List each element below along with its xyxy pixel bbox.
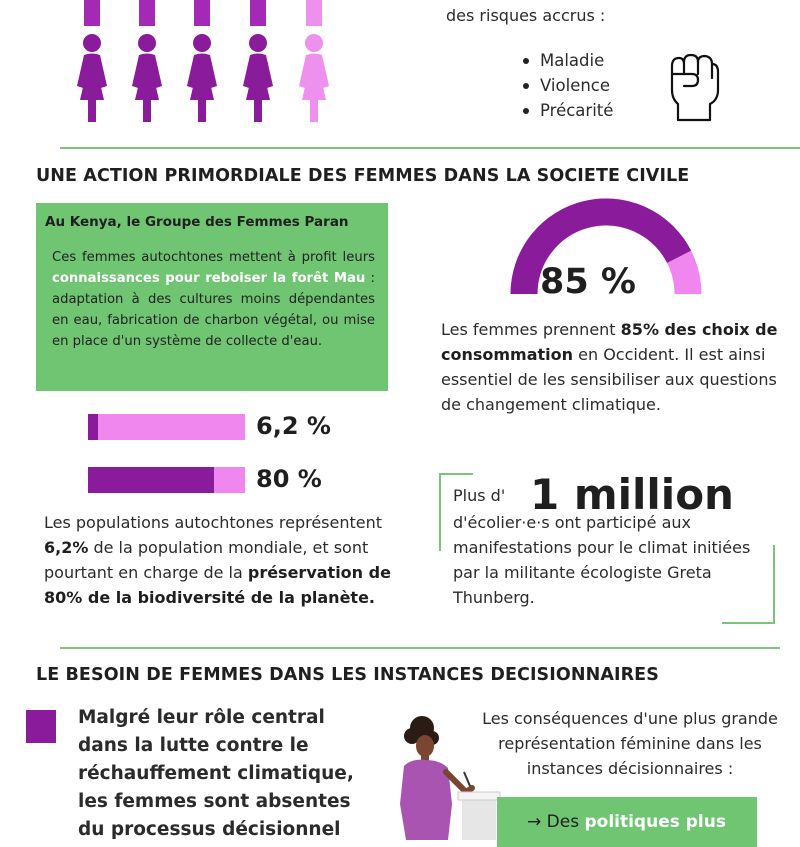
frame-corner xyxy=(439,473,473,475)
bar-fill-6-2 xyxy=(88,414,98,440)
bar-value-label: 80 % xyxy=(256,465,322,493)
list-item: Maladie xyxy=(520,48,613,73)
women-pictogram-grid xyxy=(70,0,360,125)
woman-icon xyxy=(77,34,107,122)
frame-corner xyxy=(722,622,775,624)
bar-value-label: 6,2 % xyxy=(256,412,331,440)
section-title: UNE ACTION PRIMORDIALE DES FEMMES DANS LA SOCIETE CIVILE xyxy=(36,166,690,186)
risks-intro: des risques accrus : xyxy=(446,6,606,25)
woman-icon xyxy=(132,34,162,122)
woman-icon xyxy=(250,0,266,26)
million-figure: 1 million xyxy=(530,470,734,519)
million-prefix: Plus d' xyxy=(453,486,506,505)
woman-icon xyxy=(299,34,329,122)
risks-list xyxy=(520,48,613,123)
list-item: Précarité xyxy=(520,98,613,123)
woman-icon xyxy=(243,34,273,122)
purple-square xyxy=(26,710,56,743)
raised-fist-icon xyxy=(666,52,722,124)
kenya-body: Ces femmes autochtones mettent à profit leurs connaissances pour reboiser la forêt Mau : adaptation à des cultures moins dépendantes en eau, fabrication de charbon végétal, ou mise en place d'un système de collecte d'eau. xyxy=(52,250,375,349)
autochtones-text: Les populations autochtones représentent 6,2% de la population mondiale, et sont pourtant en charge de la préservation de 80% de la biodiversité de la planète. xyxy=(44,513,391,607)
woman-icon xyxy=(194,0,210,26)
list-item: Violence xyxy=(520,73,613,98)
consommation-text: Les femmes prennent 85% des choix de consommation en Occident. Il est ainsi essentiel de les sensibiliser aux questions de changement climatique. xyxy=(441,320,778,414)
section-divider xyxy=(60,147,800,149)
woman-speaker-illustration xyxy=(392,714,502,840)
million-text: d'écolier·e·s ont participé aux manifestations pour le climat initiées par la militante écologiste Greta Thunberg. xyxy=(453,513,751,607)
frame-corner xyxy=(439,473,441,551)
woman-icon xyxy=(139,0,155,26)
woman-icon xyxy=(84,0,100,26)
policy-button-label: → Des politiques plus xyxy=(527,812,726,832)
bar-track xyxy=(88,414,245,440)
section-title: LE BESOIN DE FEMMES DANS LES INSTANCES DECISIONNAIRES xyxy=(36,665,659,685)
statement-text: Malgré leur rôle central dans la lutte contre le réchauffement climatique, les femmes sont absentes du processus décisionnel xyxy=(78,707,354,840)
gauge-value: 85 % xyxy=(540,262,636,302)
section-divider xyxy=(60,647,780,649)
consequences-text: Les conséquences d'une plus grande représentation féminine dans les instances décisionnaires : xyxy=(482,709,778,778)
woman-icon xyxy=(306,0,322,26)
bar-fill-80 xyxy=(88,467,214,493)
kenya-title: Au Kenya, le Groupe des Femmes Paran xyxy=(45,214,349,230)
woman-icon xyxy=(187,34,217,122)
